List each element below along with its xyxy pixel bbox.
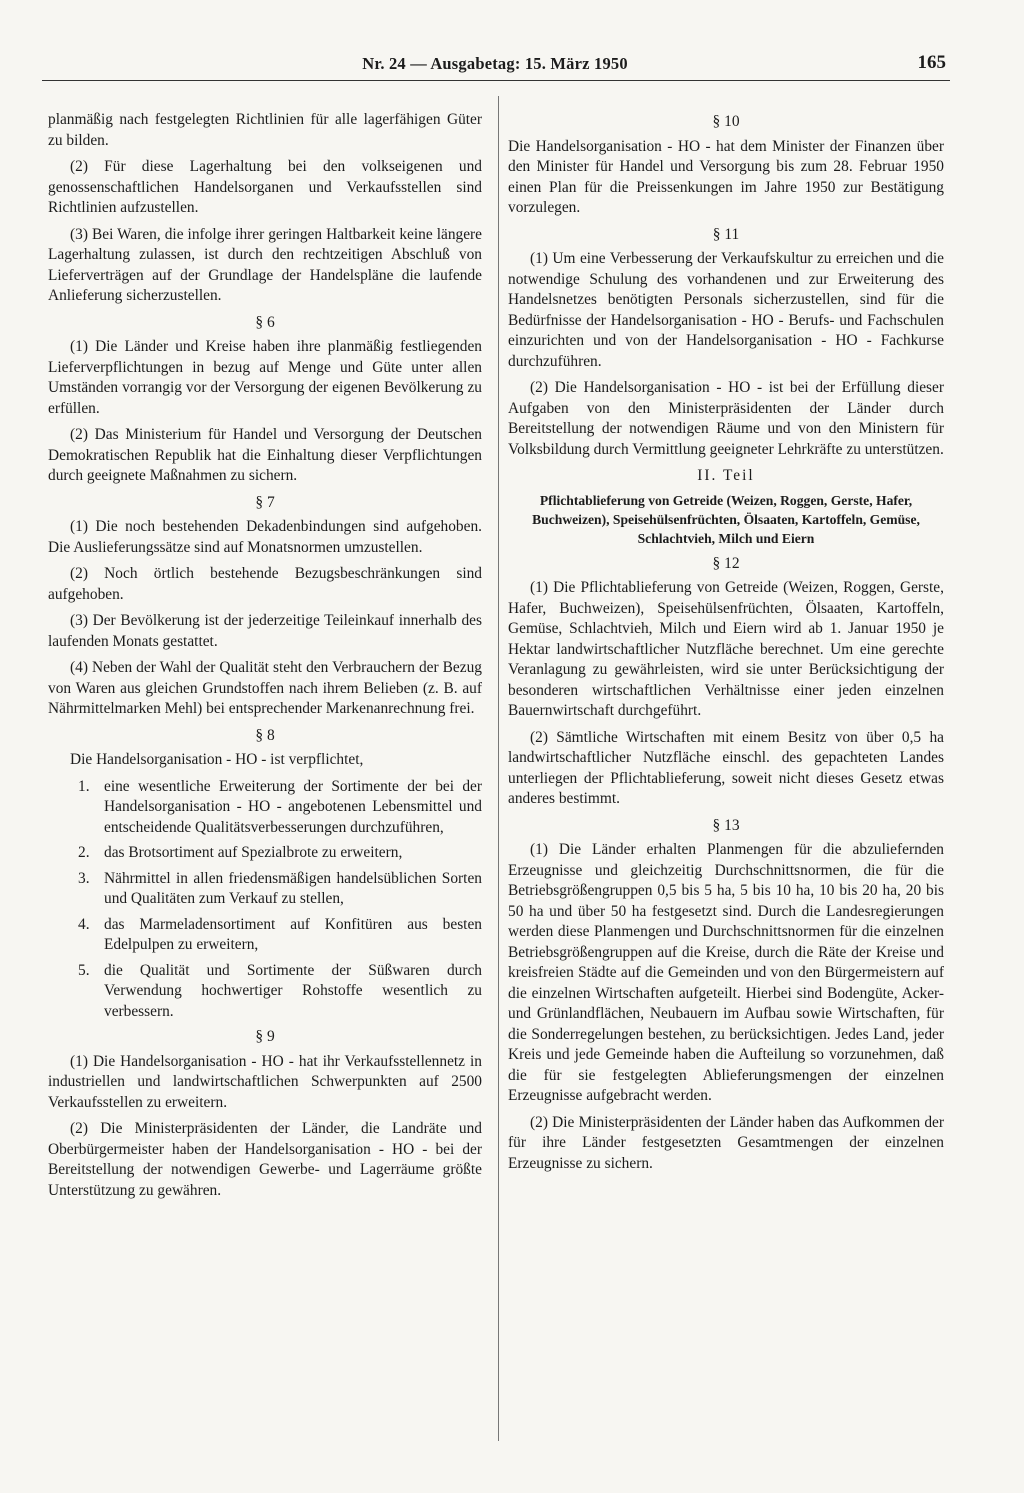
paragraph: (4) Neben der Wahl der Qualität steht den Verbrauchern der Bezug von Waren aus gleichen Grundstoffen nach ihrem Belieben (z. B. auf Nährmittelmarken Mehl) bei entsprechender Markenanrechnung frei.: [48, 659, 482, 717]
section-heading: § 9: [255, 1028, 275, 1045]
list-text: das Brotsortiment auf Spezialbrote zu erweitern,: [104, 844, 403, 861]
header-rule: [42, 80, 950, 81]
paragraph: (2) Das Ministerium für Handel und Versorgung der Deutschen Demokratischen Republik hat die Einhaltung dieser Verpflichtungen durch geeignete Maßnahmen zu sichern.: [48, 426, 482, 484]
paragraph: (2) Die Ministerpräsidenten der Länder, die Landräte und Oberbürgermeister haben der Handelsorganisation - HO - bei der Bereitstellung der notwendigen Gewerbe- und Lagerräume größte Unterstützung zu gewähren.: [48, 1120, 482, 1199]
part-heading: II. Teil: [697, 467, 755, 484]
section-heading: § 8: [255, 726, 275, 744]
paragraph: (2) Die Ministerpräsidenten der Länder haben das Aufkommen der für ihre Länder festgesetzten Gesamtmengen der einzelnen Erzeugnisse zu sichern.: [508, 1113, 944, 1172]
list-text: eine wesentliche Erweiterung der Sortimente der bei der Handelsorganisation - HO - angebotenen Lebensmittel und entscheidende Qualitätsverbesserungen durchzuführen,: [104, 777, 482, 836]
paragraph: (1) Die Länder erhalten Planmengen für die abzuliefernden Erzeugnisse und gleichzeitig Durchschnittsnormen, die für die Betriebsgrößengruppen 0,5 bis 5 ha, 5 bis 10 ha, 10 bis 20 ha, 20 bis 50 ha und über 50 ha festgesetzt sind. Durch die Landesregierungen werden diese Planmengen und Durchschnittsnormen für die einzelnen Betriebsgrößengruppen auf die Kreise, durch die Räte der Kreise und kreisfreien Städte auf die Gemeinden und von den Bürgermeistern auf die einzelnen Wirtschaften aufgeteilt. Hierbei sind Bodengüte, Acker- und Grünlandflächen, Neubauern im Aufbau sowie Wirtschaften, für die Sonderregelungen bestehen, zu berücksichtigen. Jedes Land, jeder Kreis und jede Gemeinde haben die Aufteilung so vorzunehmen, daß die für sie festgelegten Ablieferungsmengen der einzelnen Erzeugnisse aufgebracht werden.: [508, 841, 944, 1104]
paragraph: Die Handelsorganisation - HO - hat dem Minister der Finanzen über den Minister für Handel und Versorgung bis zum 28. Februar 1950 einen Plan für die Preissenkungen im Jahre 1950 zur Bestätigung vorzulegen.: [508, 137, 944, 216]
section-heading: § 7: [255, 493, 275, 511]
paragraph: Die Handelsorganisation - HO - ist verpflichtet,: [70, 751, 364, 768]
paragraph: (1) Die Pflichtablieferung von Getreide (Weizen, Roggen, Gerste, Hafer, Buchweizen), Speisehülsenfrüchten, Ölsaaten, Kartoffeln, Gemüse, Schlachtvieh, Milch und Eiern wird ab 1. Januar 1950 je Hektar landwirtschaftlicher Nutzfläche berechnet. Um eine gerechte Veranlagung zu gewährleisten, wird sie unter Berücksichtigung der besonderen wirtschaftlichen Verhältnisse einer jeden einzelnen Bauernwirtschaft durchgeführt.: [508, 579, 944, 719]
paragraph: (1) Die noch bestehenden Dekadenbindungen sind aufgehoben. Die Auslieferungssätze sind auf Monatsnormen umzustellen.: [48, 518, 482, 556]
paragraph: (3) Bei Waren, die infolge ihrer geringen Haltbarkeit keine längere Lagerhaltung zulassen, ist durch den rechtzeitigen Abschluß von Lieferverträgen auf der Grundlage der Handelspläne die laufende Anlieferung sicherzustellen.: [48, 225, 482, 304]
page-header: [40, 50, 950, 80]
issue-line: Nr. 24 — Ausgabetag: 15. März 1950: [362, 54, 628, 73]
paragraph: (3) Der Bevölkerung ist der jederzeitige Teileinkauf innerhalb des laufenden Monats gestattet.: [48, 612, 482, 650]
paragraph: (2) Für diese Lagerhaltung bei den volkseigenen und genossenschaftlichen Handelsorganen und Verkaufsstellen sind Richtlinien aufzustellen.: [48, 158, 482, 216]
part-title: Pflichtablieferung von Getreide (Weizen, Roggen, Gerste, Hafer, Buchweizen), Speisehülsenfrüchten, Ölsaaten, Kartoffeln, Gemüse, Schlachtvieh, Milch und Eiern: [532, 492, 920, 546]
list-item: [48, 777, 482, 839]
paragraph: (1) Die Länder und Kreise haben ihre planmäßig festliegenden Lieferverpflichtungen in bezug auf Menge und Güte unter allen Umständen vorrangig vor der Versorgung der eigenen Bevölkerung zu erfüllen.: [48, 338, 482, 417]
list-number: 3.: [78, 869, 90, 887]
list-item: [48, 843, 482, 864]
section-heading: § 11: [712, 225, 740, 243]
list-item: [48, 915, 482, 956]
page-number: 165: [917, 52, 946, 73]
paragraph: (1) Um eine Verbesserung der Verkaufskultur zu erreichen und die notwendige Schulung des vorhandenen und zur Erweiterung des Handelsnetzes benötigten Personals sicherzustellen, sind für die Bedürfnisse der Handelsorganisation - HO - Berufs- und Fachschulen einzurichten und von der Handelsorganisation - HO - Fachkurse durchzuführen.: [508, 250, 944, 370]
right-column: [508, 110, 944, 1180]
paragraph: (2) Die Handelsorganisation - HO - ist bei der Erfüllung dieser Aufgaben von den Ministerpräsidenten der Länder durch Bereitstellung der notwendigen Räume und von den Ministern für Volksbildung durch Vermittlung geeigneter Lehrkräfte zu unterstützen.: [508, 379, 944, 458]
list-number: 2.: [78, 844, 90, 861]
list-item: [48, 869, 482, 910]
section-heading: § 10: [712, 113, 740, 130]
list-number: 5.: [78, 961, 90, 979]
paragraph: (1) Die Handelsorganisation - HO - hat ihr Verkaufsstellennetz in industriellen und landwirtschaftlichen Schwerpunkten auf 2500 Verkaufsstellen zu erweitern.: [48, 1052, 482, 1111]
list-text: Nährmittel in allen friedensmäßigen handelsüblichen Sorten und Qualitäten zum Verkauf zu stellen,: [104, 869, 482, 907]
section-heading: § 12: [712, 554, 740, 572]
section-heading: § 13: [712, 816, 740, 834]
list-number: 1.: [78, 777, 90, 795]
section-heading: § 6: [255, 313, 275, 331]
column-divider: [498, 96, 499, 1441]
paragraph: planmäßig nach festgelegten Richtlinien für alle lagerfähigen Güter zu bilden.: [48, 111, 482, 149]
list-item: [48, 961, 482, 1023]
left-column: [48, 110, 482, 1207]
paragraph: (2) Sämtliche Wirtschaften mit einem Besitz von über 0,5 ha landwirtschaftlicher Nutzfläche einschl. des gepachteten Landes unterliegen der Pflichtablieferung, soweit nicht dieses Gesetz etwas anderes bestimmt.: [508, 728, 944, 807]
paragraph: (2) Noch örtlich bestehende Bezugsbeschränkungen sind aufgehoben.: [48, 565, 482, 603]
list-text: die Qualität und Sortimente der Süßwaren durch Verwendung hochwertiger Rohstoffe wesentlich zu verbessern.: [104, 961, 482, 1020]
list-number: 4.: [78, 915, 90, 933]
list-text: das Marmeladensortiment auf Konfitüren aus besten Edelpulpen zu erweitern,: [104, 915, 482, 953]
